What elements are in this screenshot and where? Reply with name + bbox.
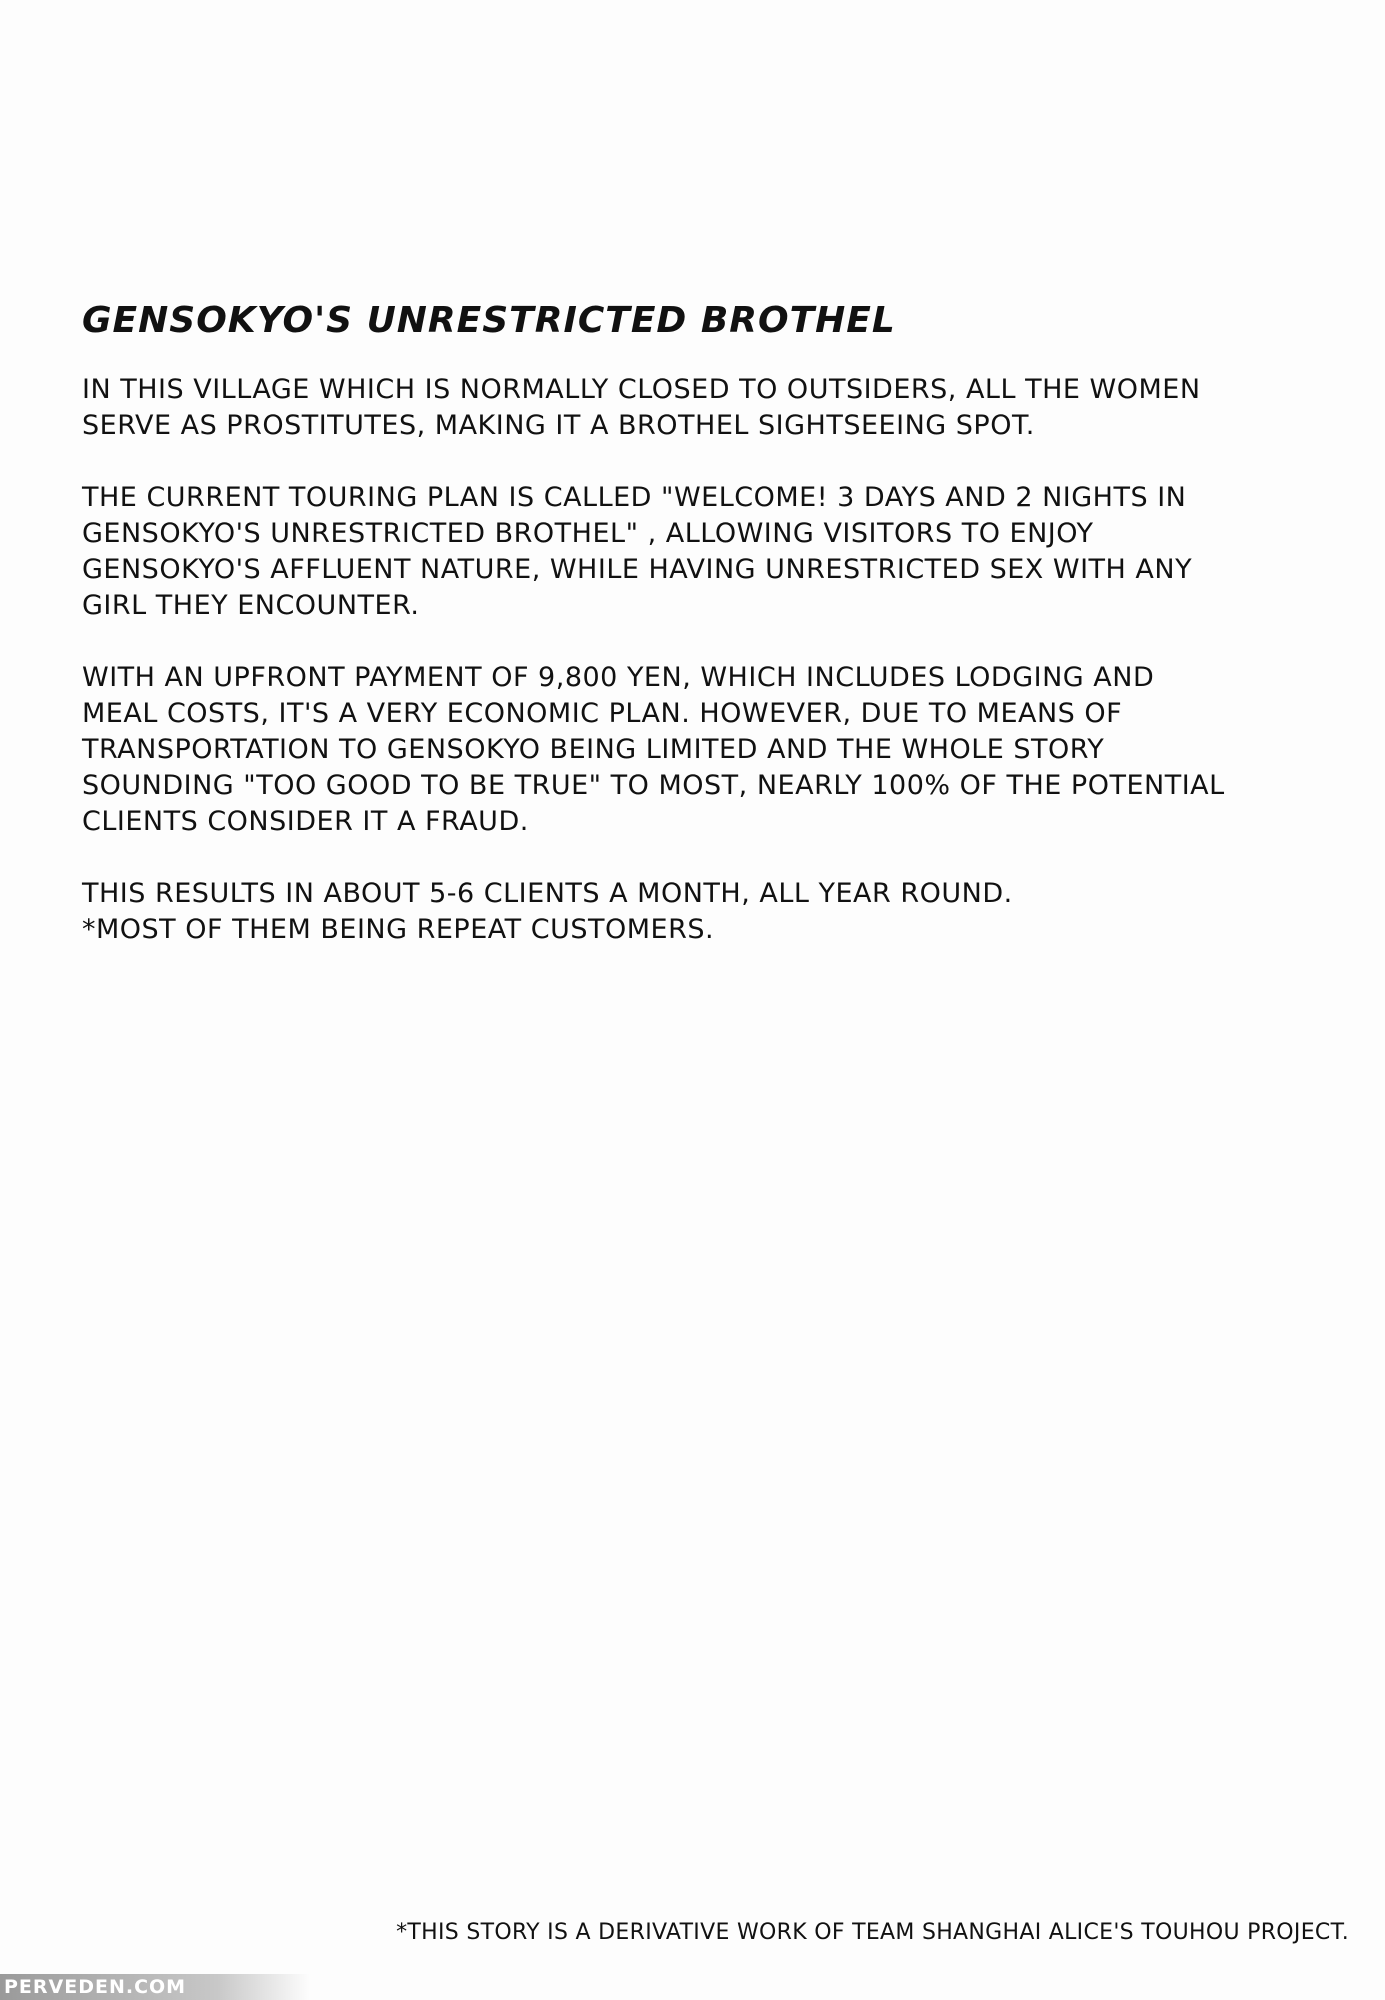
paragraph-intro: IN THIS VILLAGE WHICH IS NORMALLY CLOSED TO OUTSIDERS, ALL THE WOMEN SERVE AS PROSTITUTES, MAKING IT A BROTHEL SIGHTSEEING SPOT. (82, 374, 1201, 441)
watermark: PERVEDEN.COM (0, 1974, 310, 2000)
body-text (82, 372, 1322, 948)
page-title: GENSOKYO'S UNRESTRICTED BROTHEL (82, 300, 896, 341)
paragraph-clients: THIS RESULTS IN ABOUT 5-6 CLIENTS A MONTH, ALL YEAR ROUND. (82, 878, 1013, 909)
paragraph-repeat-note: *MOST OF THEM BEING REPEAT CUSTOMERS. (82, 914, 715, 945)
footnote: *THIS STORY IS A DERIVATIVE WORK OF TEAM SHANGHAI ALICE'S TOUHOU PROJECT. (396, 1920, 1349, 1945)
paragraph-payment: WITH AN UPFRONT PAYMENT OF 9,800 YEN, WHICH INCLUDES LODGING AND MEAL COSTS, IT'S A VERY ECONOMIC PLAN. HOWEVER, DUE TO MEANS OF TRANSPORTATION TO GENSOKYO BEING LIMITED AND THE WHOLE STORY SOUNDING "TOO GOOD TO BE TRUE" TO MOST, NEARLY 100% OF THE POTENTIAL CLIENTS CONSIDER IT A FRAUD. (82, 662, 1225, 837)
paragraph-touring-plan: THE CURRENT TOURING PLAN IS CALLED "WELCOME! 3 DAYS AND 2 NIGHTS IN GENSOKYO'S UNRESTRICTED BROTHEL" , ALLOWING VISITORS TO ENJOY GENSOKYO'S AFFLUENT NATURE, WHILE HAVING UNRESTRICTED SEX WITH ANY GIRL THEY ENCOUNTER. (82, 482, 1193, 621)
